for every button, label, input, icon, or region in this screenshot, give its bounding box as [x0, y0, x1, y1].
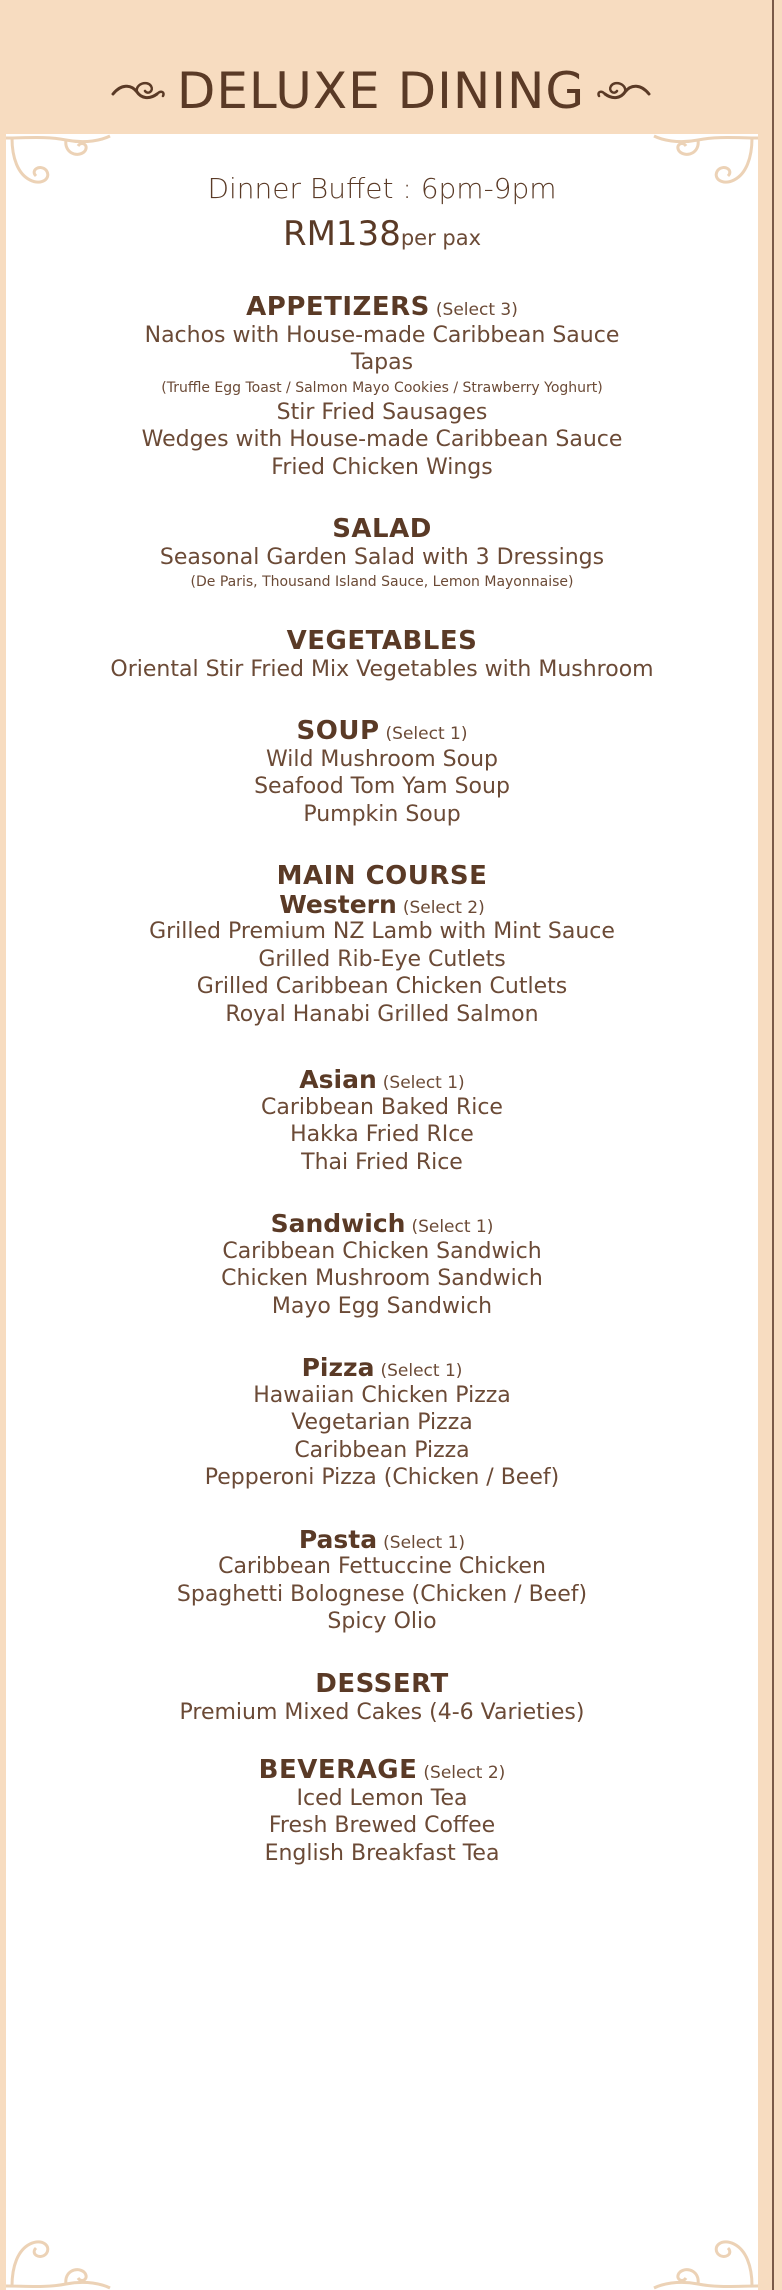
menu-item: Seasonal Garden Salad with 3 Dressings [159, 544, 605, 570]
section-title: VEGETABLES [286, 626, 478, 657]
section-vegetables [6, 627, 758, 683]
subsection-heading [6, 1354, 758, 1382]
menu-item: Caribbean Baked Rice [261, 1094, 503, 1120]
menu-item: Grilled Premium NZ Lamb with Mint Sauce [149, 919, 615, 945]
menu-item: Grilled Rib-Eye Cutlets [258, 946, 506, 972]
menu-item: Spicy Olio [327, 1609, 437, 1635]
corner-flourish-icon [648, 2235, 758, 2290]
subsection-pasta [6, 1526, 758, 1636]
section-title: BEVERAGE [258, 1755, 418, 1786]
menu-item: Premium Mixed Cakes (4-6 Varieties) [179, 1699, 585, 1725]
price-unit: per pax [400, 225, 482, 250]
menu-item: Caribbean Fettuccine Chicken [218, 1554, 546, 1580]
section-heading [6, 515, 758, 544]
menu-item: English Breakfast Tea [264, 1840, 500, 1866]
section-title: SOUP [296, 716, 380, 747]
corner-flourish-icon [6, 2235, 116, 2290]
menu-item: Wedges with House-made Caribbean Sauce [141, 427, 623, 453]
menu-item: Fresh Brewed Coffee [268, 1813, 496, 1839]
menu-item: Seafood Tom Yam Soup [254, 774, 510, 800]
left-swirl-ornament-icon [109, 76, 167, 106]
section-heading [6, 1756, 758, 1785]
menu-content [6, 172, 758, 1867]
menu-item: Wild Mushroom Soup [265, 746, 499, 772]
subsection-title: Western [279, 889, 397, 919]
menu-item: Iced Lemon Tea [296, 1785, 468, 1811]
section-beverage [6, 1756, 758, 1867]
buffet-hours: Dinner Buffet : 6pm-9pm [207, 172, 557, 205]
section-dessert [6, 1670, 758, 1726]
section-heading [6, 1670, 758, 1699]
title-row [0, 62, 762, 120]
subsection-title: Asian [299, 1065, 377, 1095]
menu-item: Hawaiian Chicken Pizza [253, 1382, 511, 1408]
select-note: (Select 1) [411, 1217, 494, 1238]
section-title: DESSERT [315, 1668, 449, 1699]
subsection-heading [6, 1210, 758, 1238]
menu-item: Stir Fried Sausages [276, 399, 488, 425]
select-note: (Select 1) [382, 1073, 465, 1094]
price-amount: RM138 [282, 213, 401, 254]
menu-item: Caribbean Chicken Sandwich [222, 1238, 542, 1264]
section-appetizers [6, 293, 758, 481]
menu-item: Mayo Egg Sandwich [271, 1293, 493, 1319]
section-heading [6, 717, 758, 746]
menu-item: Fried Chicken Wings [271, 454, 493, 480]
menu-item: Royal Hanabi Grilled Salmon [225, 1001, 539, 1027]
page-title: DELUXE DINING [176, 62, 586, 120]
right-border-rule [772, 0, 782, 2290]
menu-item-note: (Truffle Egg Toast / Salmon Mayo Cookies / Strawberry Yoghurt) [161, 379, 603, 396]
subsection-title: Pizza [301, 1353, 375, 1383]
subsection-heading-western [6, 891, 758, 919]
menu-item: Chicken Mushroom Sandwich [221, 1266, 543, 1292]
menu-item: Hakka Fried RIce [290, 1122, 474, 1148]
section-heading [6, 627, 758, 656]
price-line [6, 213, 758, 254]
section-salad [6, 515, 758, 593]
menu-item: Nachos with House-made Caribbean Sauce [144, 322, 620, 348]
section-title: MAIN COURSE [276, 861, 488, 892]
select-note: (Select 2) [402, 897, 485, 918]
select-note: (Select 1) [385, 724, 468, 745]
right-swirl-ornament-icon [595, 76, 653, 106]
subsection-title: Sandwich [270, 1209, 406, 1239]
menu-item: Pumpkin Soup [303, 801, 461, 827]
section-soup [6, 717, 758, 828]
menu-panel [6, 134, 758, 2290]
subsection-asian [6, 1066, 758, 1176]
select-note: (Select 3) [435, 299, 518, 320]
menu-item: Oriental Stir Fried Mix Vegetables with Mushroom [110, 656, 654, 682]
section-heading [6, 293, 758, 322]
subsection-heading [6, 1526, 758, 1554]
section-title: APPETIZERS [246, 291, 430, 322]
header-band [0, 0, 772, 134]
select-note: (Select 1) [383, 1532, 466, 1553]
menu-item: Thai Fried Rice [301, 1149, 463, 1175]
menu-item: Pepperoni Pizza (Chicken / Beef) [204, 1465, 560, 1491]
subsection-sandwich [6, 1210, 758, 1320]
menu-item: Spaghetti Bolognese (Chicken / Beef) [176, 1581, 588, 1607]
section-main-course [6, 862, 758, 1028]
section-title: SALAD [332, 514, 432, 545]
subsection-pizza [6, 1354, 758, 1492]
menu-item: Vegetarian Pizza [291, 1410, 473, 1436]
menu-item: Grilled Caribbean Chicken Cutlets [196, 974, 568, 1000]
subsection-title: Pasta [298, 1524, 378, 1554]
select-note: (Select 1) [380, 1361, 463, 1382]
menu-item-note: (De Paris, Thousand Island Sauce, Lemon Mayonnaise) [190, 574, 574, 591]
select-note: (Select 2) [423, 1763, 506, 1784]
menu-item: Tapas [350, 350, 414, 376]
menu-item: Caribbean Pizza [294, 1437, 470, 1463]
section-heading [6, 862, 758, 891]
subsection-heading [6, 1066, 758, 1094]
